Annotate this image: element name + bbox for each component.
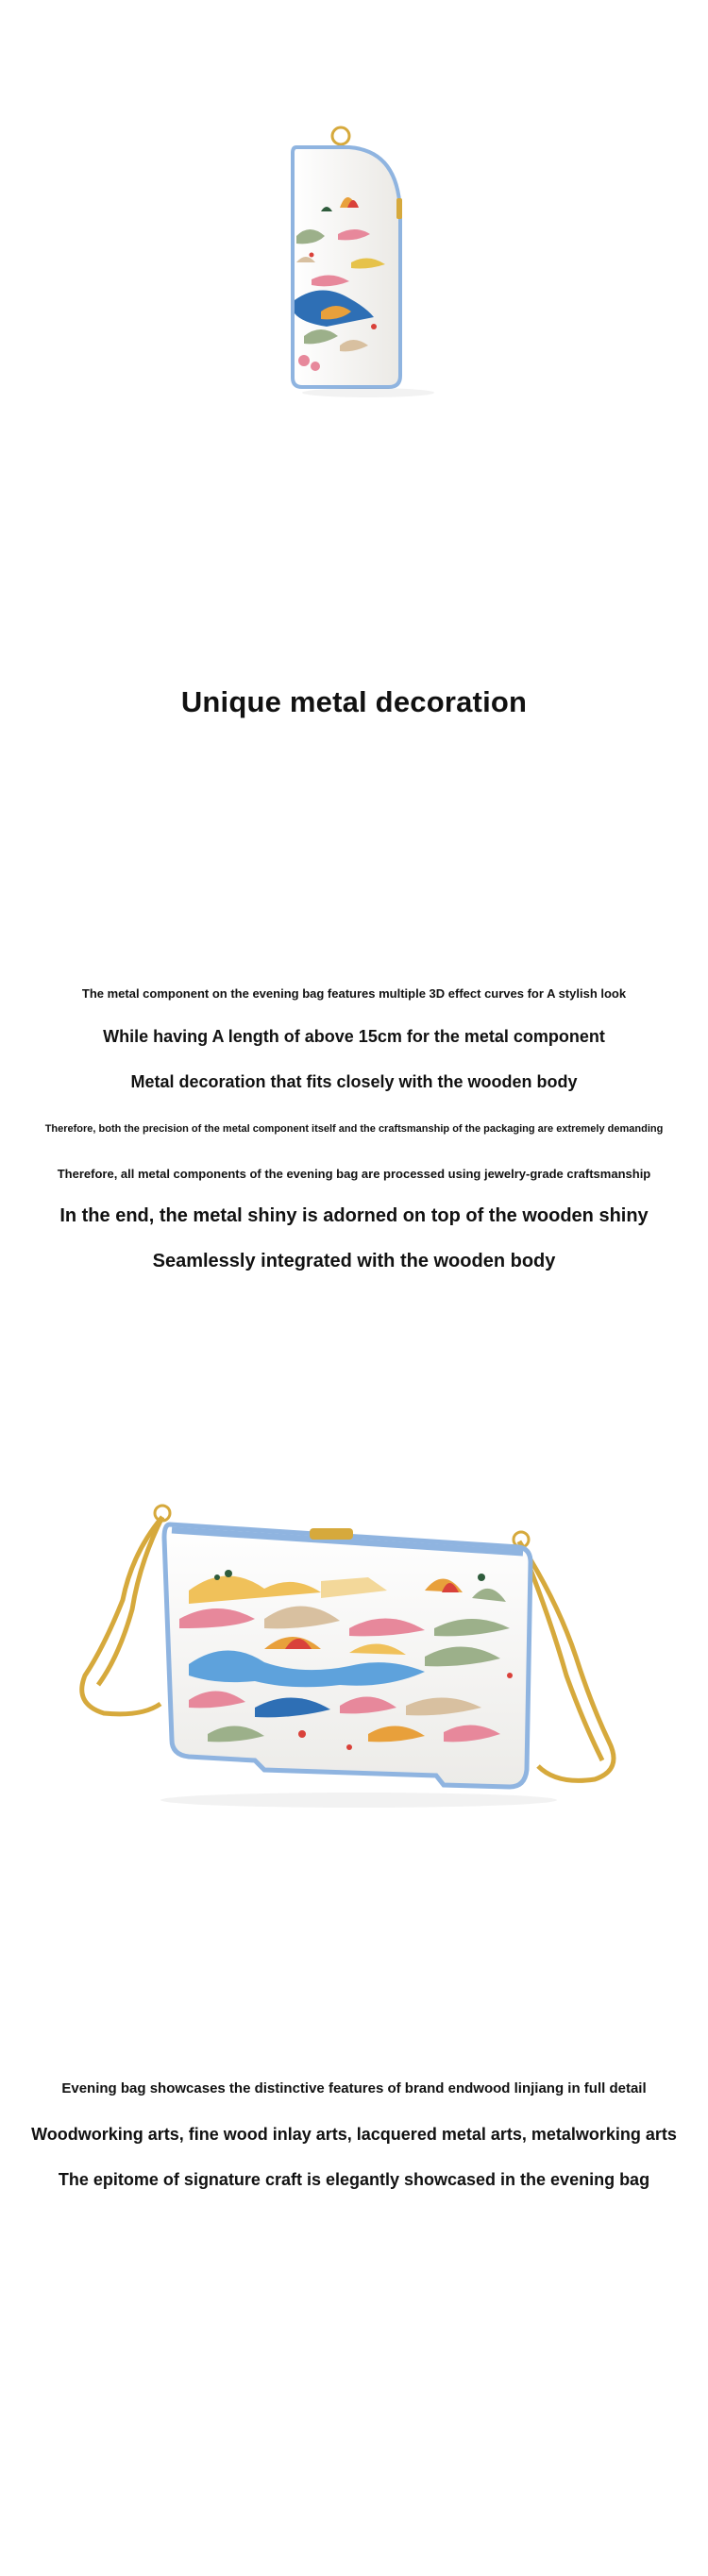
craft-line-3: The epitome of signature craft is elegantly showcased in the evening bag (58, 2170, 650, 2189)
metal-line-1: The metal component on the evening bag features multiple 3D effect curves for A stylish look (81, 986, 627, 1001)
evening-bag-front-illustration (66, 1487, 632, 1836)
evening-bag-side-illustration (283, 113, 434, 406)
craft-line-1: Evening bag showcases the distinctive features of brand endwood linjiang in full detail (61, 2080, 647, 2096)
metal-line-4: Therefore, both the precision of the metal component itself and the craftsmanship of the packaging are extremely demanding (44, 1123, 664, 1135)
metal-line-7: Seamlessly integrated with the wooden body (152, 1251, 556, 1271)
section-title: Unique metal decoration (180, 685, 528, 718)
metal-line-3: Metal decoration that fits closely with the wooden body (130, 1072, 578, 1091)
product-image-side-view (283, 113, 434, 406)
metal-line-5: Therefore, all metal components of the evening bag are processed using jewelry-grade craftsmanship (57, 1167, 651, 1181)
metal-line-2: While having A length of above 15cm for the metal component (103, 1027, 605, 1046)
metal-line-6: In the end, the metal shiny is adorned on top of the wooden shiny (59, 1205, 649, 1226)
product-image-front-view (66, 1487, 632, 1836)
craft-line-2: Woodworking arts, fine wood inlay arts, lacquered metal arts, metalworking arts (31, 2125, 677, 2144)
